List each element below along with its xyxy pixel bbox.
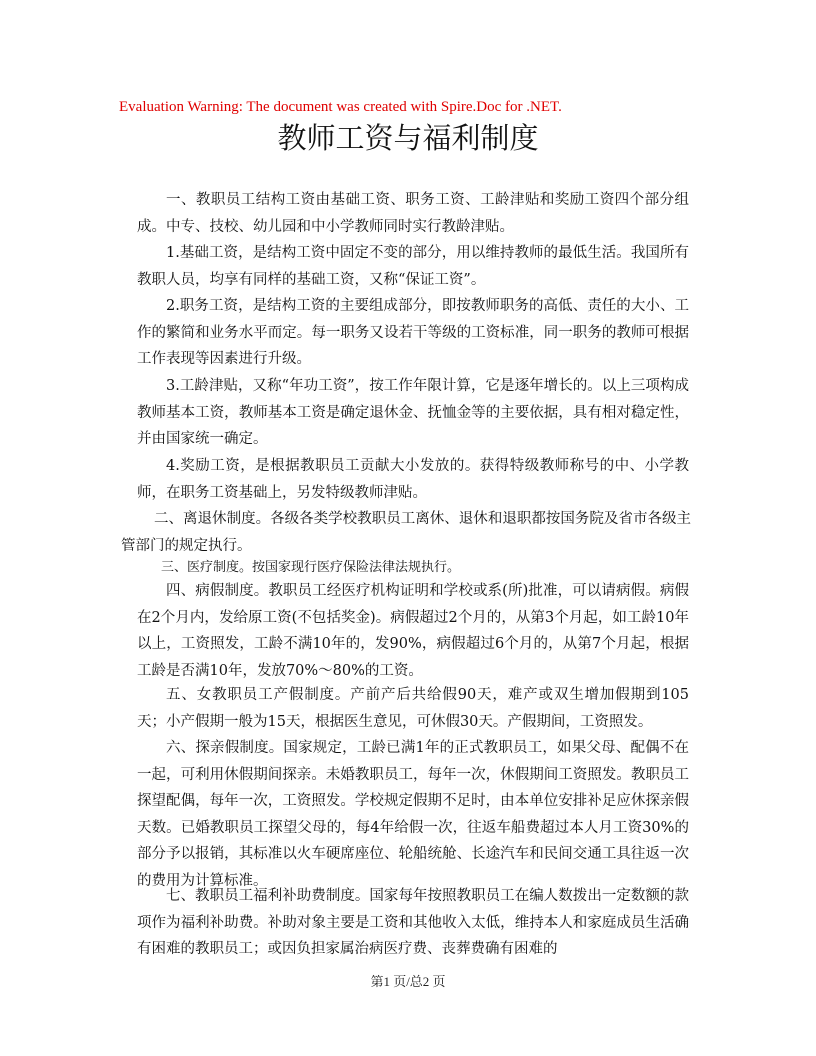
evaluation-warning: Evaluation Warning: The document was created with Spire.Doc for .NET. (119, 99, 562, 115)
paragraph-bonus-salary: 4.奖励工资，是根据教职员工贡献大小发放的。获得特级教师称号的中、小学教师，在职务工资基础上，另发特级教师津贴。 (137, 458, 689, 501)
paragraph-maternity-leave: 五、女教职员工产假制度。产前产后共给假90天，难产或双生增加假期到105天；小产假期一般为15天，根据医生意见，可休假30天。产假期间，工资照发。 (137, 687, 689, 730)
paragraph-basic-salary: 1.基础工资，是结构工资中固定不变的部分，用以维持教师的最低生活。我国所有教职人员，均享有同样的基础工资，又称“保证工资”。 (137, 245, 689, 288)
paragraph-position-salary: 2.职务工资，是结构工资的主要组成部分，即按教师职务的高低、责任的大小、工作的繁简和业务水平而定。每一职务又设若干等级的工资标准，同一职务的教师可根据工作表现等因素进行升级。 (137, 298, 689, 367)
page-footer: 第1 页/总2 页 (370, 974, 446, 989)
paragraph-family-visit-leave: 六、探亲假制度。国家规定，工龄已满1年的正式教职员工，如果父母、配偶不在一起，可利用休假期间探亲。未婚教职员工，每年一次，休假期间工资照发。教职员工探望配偶，每年一次，工资照发。学校规定假期不足时，由本单位安排补足应休探亲假天数。已婚教职员工探望父母的，每4年给假一次，往返车船费超过本人月工资30%的部分予以报销，其标准以火车硬席座位、轮船统舱、长途汽车和民间交通工具往返一次的费用为计算标准。 (137, 740, 689, 889)
paragraph-salary-structure: 一、教职员工结构工资由基础工资、职务工资、工龄津贴和奖励工资四个部分组成。中专、技校、幼儿园和中小学教师同时实行教龄津贴。 (137, 192, 689, 235)
paragraph-welfare-subsidy: 七、教职员工福利补助费制度。国家每年按照教职员工在编人数拨出一定数额的款项作为福利补助费。补助对象主要是工资和其他收入太低，维持本人和家庭成员生活确有困难的教职员工；或因负担家属治病医疗费、丧葬费确有困难的 (137, 888, 689, 957)
paragraph-retirement: 二、离退休制度。各级各类学校教职员工离休、退休和退职都按国务院及省市各级主管部门的规定执行。 (121, 511, 691, 554)
paragraph-medical: 三、医疗制度。按国家现行医疗保险法律法规执行。 (161, 559, 461, 574)
document-title: 教师工资与福利制度 (277, 121, 539, 155)
paragraph-sick-leave: 四、病假制度。教职员工经医疗机构证明和学校或系(所)批准，可以请病假。病假在2个月内，发给原工资(不包括奖金)。病假超过2个月的，从第3个月起，如工龄10年以上，工资照发，工龄不满10年的，发90%，病假超过6个月的，从第7个月起，根据工龄是否满10年，发放70%～80%的工资。 (137, 583, 690, 679)
paragraph-seniority-allowance: 3.工龄津贴，又称“年功工资”，按工作年限计算，它是逐年增长的。以上三项构成教师基本工资，教师基本工资是确定退休金、抚恤金等的主要依据，具有相对稳定性，并由国家统一确定。 (137, 378, 689, 447)
